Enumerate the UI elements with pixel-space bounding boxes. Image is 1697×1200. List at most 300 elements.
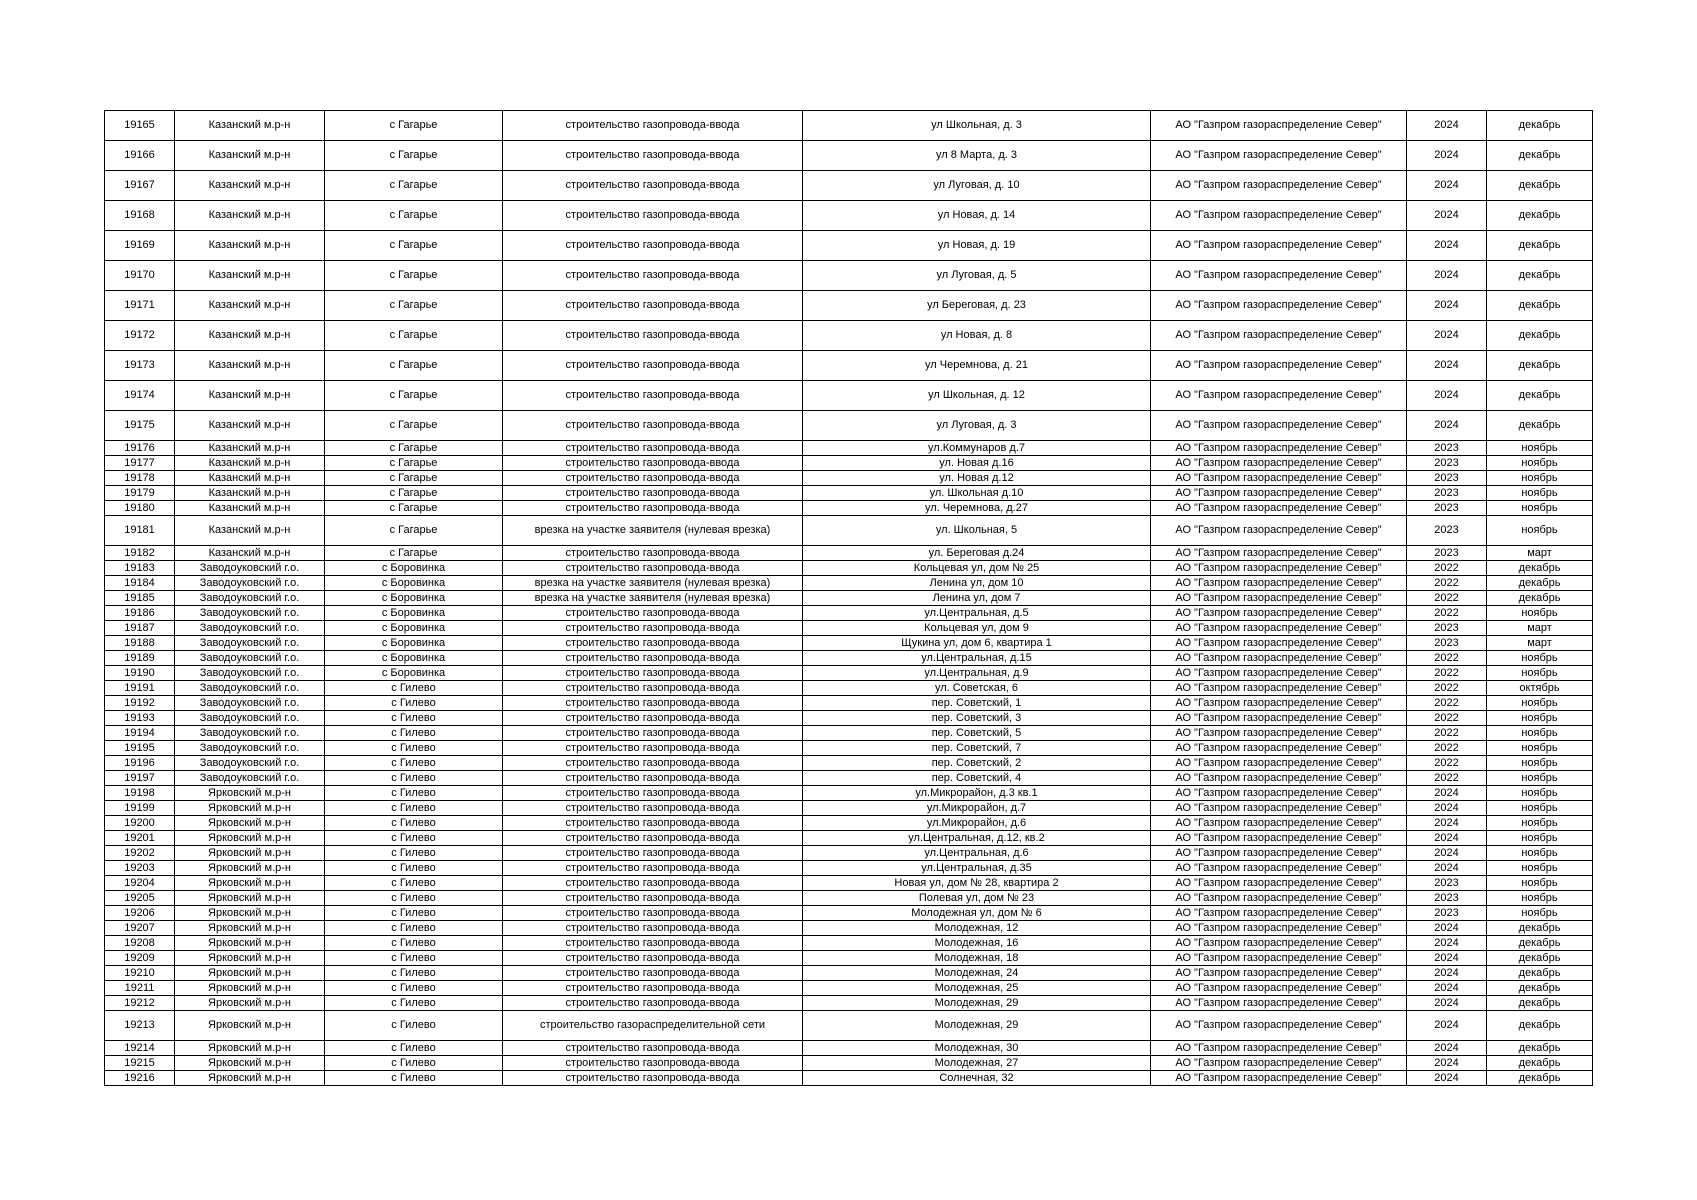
table-row bbox=[105, 381, 1593, 411]
table-row bbox=[105, 996, 1593, 1011]
cell-settlement: с Гилево bbox=[325, 816, 503, 831]
cell-district: Заводоуковский г.о. bbox=[175, 741, 325, 756]
cell-settlement: с Гилево bbox=[325, 726, 503, 741]
cell-settlement: с Гилево bbox=[325, 906, 503, 921]
cell-organization: АО "Газпром газораспределение Север" bbox=[1151, 951, 1407, 966]
cell-month: декабрь bbox=[1487, 921, 1593, 936]
cell-year: 2023 bbox=[1407, 441, 1487, 456]
cell-row-number: 19179 bbox=[105, 486, 175, 501]
cell-district: Заводоуковский г.о. bbox=[175, 681, 325, 696]
cell-year: 2023 bbox=[1407, 456, 1487, 471]
cell-district: Казанский м.р-н bbox=[175, 141, 325, 171]
cell-work-type: строительство газопровода-ввода bbox=[503, 411, 803, 441]
cell-row-number: 19171 bbox=[105, 291, 175, 321]
cell-month: декабрь bbox=[1487, 111, 1593, 141]
cell-month: декабрь bbox=[1487, 561, 1593, 576]
cell-organization: АО "Газпром газораспределение Север" bbox=[1151, 456, 1407, 471]
table-row bbox=[105, 471, 1593, 486]
cell-year: 2022 bbox=[1407, 651, 1487, 666]
cell-organization: АО "Газпром газораспределение Север" bbox=[1151, 1056, 1407, 1071]
cell-year: 2022 bbox=[1407, 696, 1487, 711]
cell-month: декабрь bbox=[1487, 291, 1593, 321]
cell-organization: АО "Газпром газораспределение Север" bbox=[1151, 576, 1407, 591]
cell-organization: АО "Газпром газораспределение Север" bbox=[1151, 681, 1407, 696]
cell-district: Ярковский м.р-н bbox=[175, 816, 325, 831]
cell-row-number: 19169 bbox=[105, 231, 175, 261]
cell-work-type: строительство газопровода-ввода bbox=[503, 486, 803, 501]
cell-row-number: 19205 bbox=[105, 891, 175, 906]
cell-address: Новая ул, дом № 28, квартира 2 bbox=[803, 876, 1151, 891]
table-row bbox=[105, 936, 1593, 951]
cell-year: 2022 bbox=[1407, 666, 1487, 681]
cell-settlement: с Гилево bbox=[325, 876, 503, 891]
cell-work-type: строительство газопровода-ввода bbox=[503, 966, 803, 981]
cell-settlement: с Гилево bbox=[325, 786, 503, 801]
cell-address: ул.Микрорайон, д.6 bbox=[803, 816, 1151, 831]
cell-work-type: строительство газопровода-ввода bbox=[503, 696, 803, 711]
cell-district: Казанский м.р-н bbox=[175, 111, 325, 141]
cell-year: 2024 bbox=[1407, 111, 1487, 141]
cell-settlement: с Гагарье bbox=[325, 501, 503, 516]
cell-address: Молодежная, 16 bbox=[803, 936, 1151, 951]
cell-row-number: 19197 bbox=[105, 771, 175, 786]
cell-organization: АО "Газпром газораспределение Север" bbox=[1151, 666, 1407, 681]
cell-settlement: с Гилево bbox=[325, 846, 503, 861]
table-row bbox=[105, 1071, 1593, 1086]
table-row bbox=[105, 756, 1593, 771]
cell-work-type: строительство газопровода-ввода bbox=[503, 351, 803, 381]
cell-organization: АО "Газпром газораспределение Север" bbox=[1151, 831, 1407, 846]
cell-year: 2022 bbox=[1407, 771, 1487, 786]
cell-address: ул. Новая д.16 bbox=[803, 456, 1151, 471]
cell-work-type: строительство газопровода-ввода bbox=[503, 201, 803, 231]
table-row bbox=[105, 351, 1593, 381]
cell-year: 2023 bbox=[1407, 516, 1487, 546]
cell-district: Заводоуковский г.о. bbox=[175, 561, 325, 576]
cell-address: пер. Советский, 5 bbox=[803, 726, 1151, 741]
cell-settlement: с Гилево bbox=[325, 921, 503, 936]
cell-year: 2022 bbox=[1407, 591, 1487, 606]
cell-organization: АО "Газпром газораспределение Север" bbox=[1151, 516, 1407, 546]
cell-organization: АО "Газпром газораспределение Север" bbox=[1151, 966, 1407, 981]
cell-settlement: с Гилево bbox=[325, 1071, 503, 1086]
cell-month: декабрь bbox=[1487, 261, 1593, 291]
table-row bbox=[105, 261, 1593, 291]
table-row bbox=[105, 516, 1593, 546]
cell-district: Казанский м.р-н bbox=[175, 546, 325, 561]
cell-row-number: 19209 bbox=[105, 951, 175, 966]
cell-work-type: строительство газопровода-ввода bbox=[503, 861, 803, 876]
cell-district: Ярковский м.р-н bbox=[175, 1011, 325, 1041]
cell-district: Ярковский м.р-н bbox=[175, 1041, 325, 1056]
cell-year: 2024 bbox=[1407, 846, 1487, 861]
cell-work-type: строительство газопровода-ввода bbox=[503, 231, 803, 261]
table-body bbox=[105, 111, 1593, 1086]
table-row bbox=[105, 726, 1593, 741]
cell-settlement: с Гагарье bbox=[325, 141, 503, 171]
cell-address: ул.Центральная, д.6 bbox=[803, 846, 1151, 861]
cell-district: Казанский м.р-н bbox=[175, 171, 325, 201]
cell-row-number: 19190 bbox=[105, 666, 175, 681]
cell-settlement: с Гилево bbox=[325, 966, 503, 981]
cell-work-type: строительство газопровода-ввода bbox=[503, 321, 803, 351]
cell-year: 2024 bbox=[1407, 951, 1487, 966]
cell-work-type: строительство газопровода-ввода bbox=[503, 621, 803, 636]
cell-organization: АО "Газпром газораспределение Север" bbox=[1151, 381, 1407, 411]
cell-year: 2023 bbox=[1407, 621, 1487, 636]
cell-row-number: 19182 bbox=[105, 546, 175, 561]
cell-work-type: врезка на участке заявителя (нулевая врезка) bbox=[503, 516, 803, 546]
cell-settlement: с Гилево bbox=[325, 1041, 503, 1056]
cell-organization: АО "Газпром газораспределение Север" bbox=[1151, 801, 1407, 816]
cell-row-number: 19187 bbox=[105, 621, 175, 636]
cell-row-number: 19198 bbox=[105, 786, 175, 801]
cell-address: ул Луговая, д. 5 bbox=[803, 261, 1151, 291]
cell-row-number: 19172 bbox=[105, 321, 175, 351]
table-row bbox=[105, 681, 1593, 696]
table-row bbox=[105, 876, 1593, 891]
cell-settlement: с Гилево bbox=[325, 756, 503, 771]
cell-year: 2022 bbox=[1407, 561, 1487, 576]
cell-organization: АО "Газпром газораспределение Север" bbox=[1151, 786, 1407, 801]
cell-organization: АО "Газпром газораспределение Север" bbox=[1151, 1041, 1407, 1056]
cell-settlement: с Гилево bbox=[325, 801, 503, 816]
table-row bbox=[105, 651, 1593, 666]
cell-address: Кольцевая ул, дом № 25 bbox=[803, 561, 1151, 576]
cell-address: Молодежная, 24 bbox=[803, 966, 1151, 981]
cell-row-number: 19186 bbox=[105, 606, 175, 621]
cell-year: 2024 bbox=[1407, 1056, 1487, 1071]
cell-month: ноябрь bbox=[1487, 756, 1593, 771]
cell-organization: АО "Газпром газораспределение Север" bbox=[1151, 861, 1407, 876]
cell-district: Ярковский м.р-н bbox=[175, 801, 325, 816]
cell-settlement: с Гагарье bbox=[325, 486, 503, 501]
cell-address: ул.Микрорайон, д.7 bbox=[803, 801, 1151, 816]
cell-month: декабрь bbox=[1487, 951, 1593, 966]
cell-district: Ярковский м.р-н bbox=[175, 1071, 325, 1086]
cell-month: ноябрь bbox=[1487, 651, 1593, 666]
cell-district: Заводоуковский г.о. bbox=[175, 621, 325, 636]
gasification-table bbox=[104, 110, 1593, 1086]
cell-address: Молодежная, 30 bbox=[803, 1041, 1151, 1056]
cell-row-number: 19193 bbox=[105, 711, 175, 726]
table-row bbox=[105, 1056, 1593, 1071]
cell-address: ул Школьная, д. 3 bbox=[803, 111, 1151, 141]
cell-organization: АО "Газпром газораспределение Север" bbox=[1151, 771, 1407, 786]
cell-year: 2024 bbox=[1407, 171, 1487, 201]
table-row bbox=[105, 591, 1593, 606]
table-row bbox=[105, 1011, 1593, 1041]
cell-work-type: строительство газопровода-ввода bbox=[503, 756, 803, 771]
cell-row-number: 19214 bbox=[105, 1041, 175, 1056]
cell-work-type: строительство газопровода-ввода bbox=[503, 786, 803, 801]
cell-organization: АО "Газпром газораспределение Север" bbox=[1151, 816, 1407, 831]
cell-row-number: 19181 bbox=[105, 516, 175, 546]
table-row bbox=[105, 951, 1593, 966]
cell-address: ул Черемнова, д. 21 bbox=[803, 351, 1151, 381]
cell-month: декабрь bbox=[1487, 1071, 1593, 1086]
cell-settlement: с Боровинка bbox=[325, 651, 503, 666]
cell-district: Ярковский м.р-н bbox=[175, 921, 325, 936]
cell-organization: АО "Газпром газораспределение Север" bbox=[1151, 291, 1407, 321]
cell-settlement: с Гагарье bbox=[325, 471, 503, 486]
cell-organization: АО "Газпром газораспределение Север" bbox=[1151, 411, 1407, 441]
cell-address: ул Луговая, д. 10 bbox=[803, 171, 1151, 201]
cell-district: Казанский м.р-н bbox=[175, 351, 325, 381]
cell-organization: АО "Газпром газораспределение Север" bbox=[1151, 906, 1407, 921]
cell-row-number: 19168 bbox=[105, 201, 175, 231]
cell-settlement: с Гилево bbox=[325, 981, 503, 996]
cell-settlement: с Боровинка bbox=[325, 591, 503, 606]
table-row bbox=[105, 906, 1593, 921]
cell-year: 2022 bbox=[1407, 576, 1487, 591]
cell-settlement: с Боровинка bbox=[325, 561, 503, 576]
cell-settlement: с Гилево bbox=[325, 1011, 503, 1041]
table-row bbox=[105, 861, 1593, 876]
cell-row-number: 19194 bbox=[105, 726, 175, 741]
table-row bbox=[105, 966, 1593, 981]
cell-district: Заводоуковский г.о. bbox=[175, 756, 325, 771]
cell-district: Казанский м.р-н bbox=[175, 291, 325, 321]
cell-row-number: 19200 bbox=[105, 816, 175, 831]
cell-settlement: с Гагарье bbox=[325, 441, 503, 456]
cell-address: Молодежная, 29 bbox=[803, 1011, 1151, 1041]
cell-address: ул. Черемнова, д.27 bbox=[803, 501, 1151, 516]
cell-organization: АО "Газпром газораспределение Север" bbox=[1151, 471, 1407, 486]
cell-row-number: 19199 bbox=[105, 801, 175, 816]
cell-organization: АО "Газпром газораспределение Север" bbox=[1151, 441, 1407, 456]
cell-address: ул Новая, д. 8 bbox=[803, 321, 1151, 351]
cell-settlement: с Гилево bbox=[325, 741, 503, 756]
cell-year: 2024 bbox=[1407, 996, 1487, 1011]
cell-year: 2024 bbox=[1407, 936, 1487, 951]
table-row bbox=[105, 981, 1593, 996]
cell-settlement: с Боровинка bbox=[325, 576, 503, 591]
cell-year: 2024 bbox=[1407, 411, 1487, 441]
cell-row-number: 19189 bbox=[105, 651, 175, 666]
cell-settlement: с Гагарье bbox=[325, 201, 503, 231]
cell-month: ноябрь bbox=[1487, 456, 1593, 471]
cell-month: ноябрь bbox=[1487, 486, 1593, 501]
cell-row-number: 19165 bbox=[105, 111, 175, 141]
cell-organization: АО "Газпром газораспределение Север" bbox=[1151, 726, 1407, 741]
cell-organization: АО "Газпром газораспределение Север" bbox=[1151, 561, 1407, 576]
cell-year: 2024 bbox=[1407, 801, 1487, 816]
cell-year: 2024 bbox=[1407, 981, 1487, 996]
cell-month: декабрь bbox=[1487, 381, 1593, 411]
cell-work-type: строительство газопровода-ввода bbox=[503, 846, 803, 861]
cell-organization: АО "Газпром газораспределение Север" bbox=[1151, 141, 1407, 171]
cell-work-type: строительство газопровода-ввода bbox=[503, 1041, 803, 1056]
cell-work-type: строительство газопровода-ввода bbox=[503, 561, 803, 576]
table-row bbox=[105, 561, 1593, 576]
cell-year: 2022 bbox=[1407, 756, 1487, 771]
cell-settlement: с Гагарье bbox=[325, 111, 503, 141]
table-row bbox=[105, 786, 1593, 801]
cell-work-type: строительство газопровода-ввода bbox=[503, 741, 803, 756]
cell-organization: АО "Газпром газораспределение Север" bbox=[1151, 606, 1407, 621]
cell-month: декабрь bbox=[1487, 171, 1593, 201]
cell-month: ноябрь bbox=[1487, 801, 1593, 816]
table-row bbox=[105, 846, 1593, 861]
cell-year: 2024 bbox=[1407, 291, 1487, 321]
cell-month: декабрь bbox=[1487, 981, 1593, 996]
cell-month: декабрь bbox=[1487, 1056, 1593, 1071]
cell-year: 2024 bbox=[1407, 786, 1487, 801]
cell-address: ул. Советская, 6 bbox=[803, 681, 1151, 696]
cell-month: декабрь bbox=[1487, 996, 1593, 1011]
cell-month: ноябрь bbox=[1487, 711, 1593, 726]
cell-settlement: с Гагарье bbox=[325, 456, 503, 471]
cell-year: 2022 bbox=[1407, 741, 1487, 756]
cell-settlement: с Гагарье bbox=[325, 171, 503, 201]
cell-work-type: строительство газопровода-ввода bbox=[503, 291, 803, 321]
cell-row-number: 19177 bbox=[105, 456, 175, 471]
cell-month: декабрь bbox=[1487, 321, 1593, 351]
cell-month: ноябрь bbox=[1487, 501, 1593, 516]
cell-address: Полевая ул, дом № 23 bbox=[803, 891, 1151, 906]
cell-district: Заводоуковский г.о. bbox=[175, 726, 325, 741]
cell-address: пер. Советский, 3 bbox=[803, 711, 1151, 726]
cell-address: ул. Школьная д.10 bbox=[803, 486, 1151, 501]
cell-organization: АО "Газпром газораспределение Север" bbox=[1151, 591, 1407, 606]
cell-district: Казанский м.р-н bbox=[175, 516, 325, 546]
cell-address: Молодежная ул, дом № 6 bbox=[803, 906, 1151, 921]
cell-year: 2024 bbox=[1407, 231, 1487, 261]
cell-district: Казанский м.р-н bbox=[175, 501, 325, 516]
cell-organization: АО "Газпром газораспределение Север" bbox=[1151, 111, 1407, 141]
cell-settlement: с Гагарье bbox=[325, 546, 503, 561]
cell-month: ноябрь bbox=[1487, 771, 1593, 786]
cell-district: Ярковский м.р-н bbox=[175, 846, 325, 861]
cell-organization: АО "Газпром газораспределение Север" bbox=[1151, 876, 1407, 891]
table-row bbox=[105, 171, 1593, 201]
cell-work-type: строительство газопровода-ввода bbox=[503, 921, 803, 936]
cell-month: ноябрь bbox=[1487, 831, 1593, 846]
cell-row-number: 19178 bbox=[105, 471, 175, 486]
cell-organization: АО "Газпром газораспределение Север" bbox=[1151, 486, 1407, 501]
cell-month: ноябрь bbox=[1487, 441, 1593, 456]
cell-district: Ярковский м.р-н bbox=[175, 981, 325, 996]
cell-address: ул Школьная, д. 12 bbox=[803, 381, 1151, 411]
cell-district: Ярковский м.р-н bbox=[175, 786, 325, 801]
cell-row-number: 19213 bbox=[105, 1011, 175, 1041]
cell-month: декабрь bbox=[1487, 1041, 1593, 1056]
cell-organization: АО "Газпром газораспределение Север" bbox=[1151, 321, 1407, 351]
cell-month: ноябрь bbox=[1487, 741, 1593, 756]
table-row bbox=[105, 816, 1593, 831]
cell-row-number: 19167 bbox=[105, 171, 175, 201]
cell-organization: АО "Газпром газораспределение Север" bbox=[1151, 711, 1407, 726]
table-row bbox=[105, 546, 1593, 561]
cell-year: 2024 bbox=[1407, 141, 1487, 171]
cell-row-number: 19174 bbox=[105, 381, 175, 411]
cell-year: 2024 bbox=[1407, 321, 1487, 351]
cell-settlement: с Гилево bbox=[325, 951, 503, 966]
table-row bbox=[105, 1041, 1593, 1056]
cell-work-type: строительство газопровода-ввода bbox=[503, 996, 803, 1011]
cell-year: 2024 bbox=[1407, 966, 1487, 981]
cell-district: Ярковский м.р-н bbox=[175, 996, 325, 1011]
cell-work-type: врезка на участке заявителя (нулевая врезка) bbox=[503, 591, 803, 606]
cell-month: ноябрь bbox=[1487, 906, 1593, 921]
table-row bbox=[105, 291, 1593, 321]
cell-row-number: 19175 bbox=[105, 411, 175, 441]
cell-district: Казанский м.р-н bbox=[175, 321, 325, 351]
cell-row-number: 19206 bbox=[105, 906, 175, 921]
cell-row-number: 19192 bbox=[105, 696, 175, 711]
cell-district: Ярковский м.р-н bbox=[175, 891, 325, 906]
cell-year: 2024 bbox=[1407, 261, 1487, 291]
cell-settlement: с Гагарье bbox=[325, 321, 503, 351]
cell-district: Казанский м.р-н bbox=[175, 471, 325, 486]
cell-row-number: 19216 bbox=[105, 1071, 175, 1086]
cell-work-type: строительство газопровода-ввода bbox=[503, 666, 803, 681]
cell-district: Ярковский м.р-н bbox=[175, 906, 325, 921]
cell-row-number: 19212 bbox=[105, 996, 175, 1011]
cell-month: декабрь bbox=[1487, 411, 1593, 441]
cell-district: Ярковский м.р-н bbox=[175, 861, 325, 876]
cell-row-number: 19185 bbox=[105, 591, 175, 606]
cell-address: ул.Микрорайон, д.3 кв.1 bbox=[803, 786, 1151, 801]
cell-organization: АО "Газпром газораспределение Север" bbox=[1151, 636, 1407, 651]
cell-work-type: строительство газопровода-ввода bbox=[503, 261, 803, 291]
cell-address: ул. Новая д.12 bbox=[803, 471, 1151, 486]
cell-address: ул.Центральная, д.5 bbox=[803, 606, 1151, 621]
cell-district: Ярковский м.р-н bbox=[175, 966, 325, 981]
cell-settlement: с Гилево bbox=[325, 681, 503, 696]
cell-organization: АО "Газпром газораспределение Север" bbox=[1151, 891, 1407, 906]
table-row bbox=[105, 576, 1593, 591]
cell-settlement: с Гагарье bbox=[325, 261, 503, 291]
cell-row-number: 19204 bbox=[105, 876, 175, 891]
cell-work-type: строительство газопровода-ввода bbox=[503, 111, 803, 141]
table-row bbox=[105, 921, 1593, 936]
cell-year: 2024 bbox=[1407, 1071, 1487, 1086]
cell-year: 2022 bbox=[1407, 726, 1487, 741]
cell-address: Молодежная, 25 bbox=[803, 981, 1151, 996]
cell-work-type: строительство газопровода-ввода bbox=[503, 441, 803, 456]
cell-work-type: строительство газопровода-ввода bbox=[503, 501, 803, 516]
cell-month: октябрь bbox=[1487, 681, 1593, 696]
cell-district: Заводоуковский г.о. bbox=[175, 651, 325, 666]
cell-row-number: 19183 bbox=[105, 561, 175, 576]
cell-month: ноябрь bbox=[1487, 666, 1593, 681]
table-row bbox=[105, 501, 1593, 516]
cell-address: Молодежная, 12 bbox=[803, 921, 1151, 936]
cell-year: 2023 bbox=[1407, 636, 1487, 651]
cell-work-type: строительство газопровода-ввода bbox=[503, 771, 803, 786]
cell-address: пер. Советский, 2 bbox=[803, 756, 1151, 771]
cell-organization: АО "Газпром газораспределение Север" bbox=[1151, 996, 1407, 1011]
cell-work-type: строительство газопровода-ввода bbox=[503, 936, 803, 951]
cell-organization: АО "Газпром газораспределение Север" bbox=[1151, 741, 1407, 756]
cell-year: 2023 bbox=[1407, 501, 1487, 516]
cell-organization: АО "Газпром газораспределение Север" bbox=[1151, 981, 1407, 996]
cell-row-number: 19215 bbox=[105, 1056, 175, 1071]
cell-district: Ярковский м.р-н bbox=[175, 951, 325, 966]
cell-year: 2024 bbox=[1407, 921, 1487, 936]
cell-work-type: строительство газопровода-ввода bbox=[503, 456, 803, 471]
cell-address: пер. Советский, 1 bbox=[803, 696, 1151, 711]
cell-organization: АО "Газпром газораспределение Север" bbox=[1151, 351, 1407, 381]
cell-work-type: строительство газопровода-ввода bbox=[503, 891, 803, 906]
cell-district: Казанский м.р-н bbox=[175, 261, 325, 291]
cell-work-type: строительство газопровода-ввода bbox=[503, 816, 803, 831]
table-row bbox=[105, 636, 1593, 651]
cell-district: Казанский м.р-н bbox=[175, 456, 325, 471]
cell-address: ул 8 Марта, д. 3 bbox=[803, 141, 1151, 171]
